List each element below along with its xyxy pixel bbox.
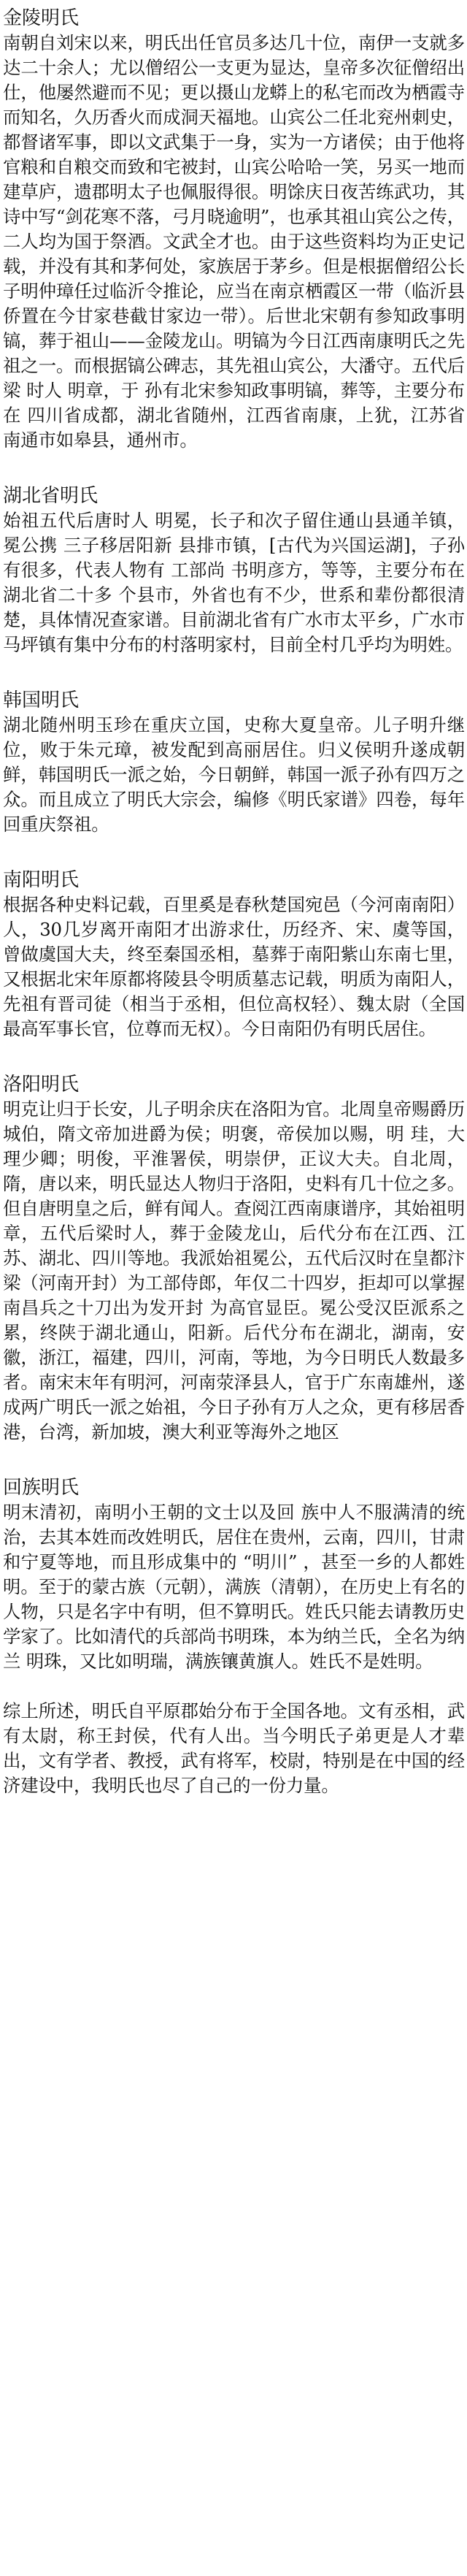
section-korea <box>0 682 467 837</box>
section-paragraph: 南朝自刘宋以来，明氏出任官员多达几十位，南伊一支就多达二十余人；尤以僧绍公一支更为显达，皇帝多次征僧绍出仕，他屡然避而不见；更以摄山龙蟒上的私宅而改为栖霞寺而知名，久历香火而成洞天福地。山宾公二任北兖州刺史，都督诸军事，即以文武集于一身，实为一方诸侯；由于他将官粮和自粮交而致和宅被封，山宾公哈哈一笑，另买一地而建草庐，遗郡明太子也佩服得很。明馀庆日夜苦练武功，其诗中写“剑花寒不落，弓月晓逾明”，也承其祖山宾公之传，二人均为国于祭酒。文武全才也。由于这些资料均为正史记载，并没有其和茅何处，家族居于茅乡。但是根据僧绍公长子明仲璋任过临沂令推论，应当在南京栖霞区一带（临沂县侨置在今甘家巷截甘家边一带）。后世北宋朝有参知政事明镐，葬于祖山——金陵龙山。明镐为今日江西南康明氏之先祖之一。而根据镐公碑志，其先祖山宾公，大潘守。五代后梁 时人 明章，于 孙有北宋参知政事明镐，葬等，主要分布在 四川省成都，湖北省随州，江西省南康，上犹，江苏省 南通市如皋县，通州市。 <box>3 32 465 451</box>
section-hubei <box>0 478 467 657</box>
section-spacer <box>0 1042 467 1066</box>
section-jinling <box>0 0 467 453</box>
section-spacer <box>0 1674 467 1699</box>
section-heading: 韩国明氏 <box>3 689 80 711</box>
section-heading: 南阳明氏 <box>3 869 80 891</box>
section-paragraph: 根据各种史料记载，百里奚是春秋楚国宛邑（今河南南阳）人，30几岁离开南阳才出游求仕，历经齐、宋、虞等国，曾做虞国大夫，终至秦国丞相，墓葬于南阳紫山东南七里，又根据北宋年原都将陵县令明质墓志记载，明质为南阳人，先祖有晋司徒（相当于丞相，但位高权轻）、魏太尉（全国最高军事长官，位尊而无权）。今日南阳仍有明氏居住。 <box>3 894 465 1039</box>
section-heading: 湖北省明氏 <box>3 485 99 507</box>
section-paragraph: 明末清初，南明小王朝的文士以及回 族中人不服满清的统治，去其本姓而改姓明氏，居住在贵州，云南，四川，甘肃和宁夏等地，而且形成集中的 “明川” ，甚至一乡的人都姓明。至于的蒙古族（元朝），满族（清朝），在历史上有名的人物，只是名字中有明，但不算明氏。姓氏只能去请教历史学家了。比如清代的兵部尚书明珠，本为纳兰氏，全名为纳兰 明珠，又比如明瑞，满族镶黄旗人。姓氏不是姓明。 <box>3 1502 465 1672</box>
section-paragraph: 始祖五代后唐时人 明冕，长子和次子留住通山县通羊镇，冕公携 三子移居阳新 县排市镇，[古代为兴国运湖]，子孙有很多，代表人物有 工部尚 书明彦方，等等，主要分布在湖北省二十多 个县市，外省也有不少，世系和辈份都很清楚，具体情况查家谱。目前湖北省有广水市太平乡，广水市马坪镇有集中分布的村落明家村，目前全村几乎均为明姓。 <box>3 510 465 655</box>
summary-paragraph: 综上所述，明氏自平原郡始分布于全国各地。文有丞相，武有太尉，称王封侯，代有人出。当今明氏子弟更是人才辈出，文有学者、教授，武有将军，校尉，特别是在中国的经济建设中，我明氏也尽了自己的一份力量。 <box>3 1700 465 1796</box>
section-paragraph: 明克让归于长安，儿子明余庆在洛阳为官。北周皇帝赐爵历城伯，隋文帝加进爵为侯；明褒，帝侯加以赐，明 珪，大理少卿；明俊，平淮署侯，明崇伊，正议大夫。自北周，隋，唐以来，明氏显达人物归于洛阳，史料有几十位之多。但自唐明皇之后，鲜有闻人。查阅江西南康谱序，其始祖明章，五代后梁时人，葬于金陵龙山，后代分布在江西、江苏、湖北、四川等地。我派始祖冕公，五代后汉时在皇都汴梁（河南开封）为工部侍郎，年仅二十四岁，拒却可以掌握南昌兵之十刀出为发开封 为高官显臣。冕公受汉臣派系之累，终陕于湖北通山，阳新。后代分布在湖北，湖南，安徽，浙江，福建，四川，河南，等地，为今日明氏人数最多者。南宋末年有明河，河南荥泽县人，官于广东南雄州，遂成两广明氏一派之始祖，今日子孙有万人之众，更有移居香港，台湾，新加坡，澳大利亚等海外之地区 <box>3 1098 465 1442</box>
section-spacer <box>0 453 467 478</box>
section-heading: 回族明氏 <box>3 1477 80 1499</box>
section-paragraph: 湖北随州明玉珍在重庆立国，史称大夏皇帝。儿子明升继位，败于朱元璋，被发配到高丽居住。归义侯明升遂成朝鲜，韩国明氏一派之始，今日朝鲜，韩国一派子孙有四万之众。而且成立了明氏大宗会，编修《明氏家谱》四卷，每年回重庆祭祖。 <box>3 714 465 835</box>
section-luoyang <box>0 1066 467 1445</box>
section-heading: 洛阳明氏 <box>3 1074 80 1096</box>
section-hui <box>0 1469 467 1674</box>
section-spacer <box>0 1445 467 1469</box>
section-summary <box>0 1699 467 1798</box>
section-spacer <box>0 837 467 862</box>
section-spacer <box>0 657 467 682</box>
section-nanyang <box>0 862 467 1042</box>
section-heading: 金陵明氏 <box>3 7 80 29</box>
